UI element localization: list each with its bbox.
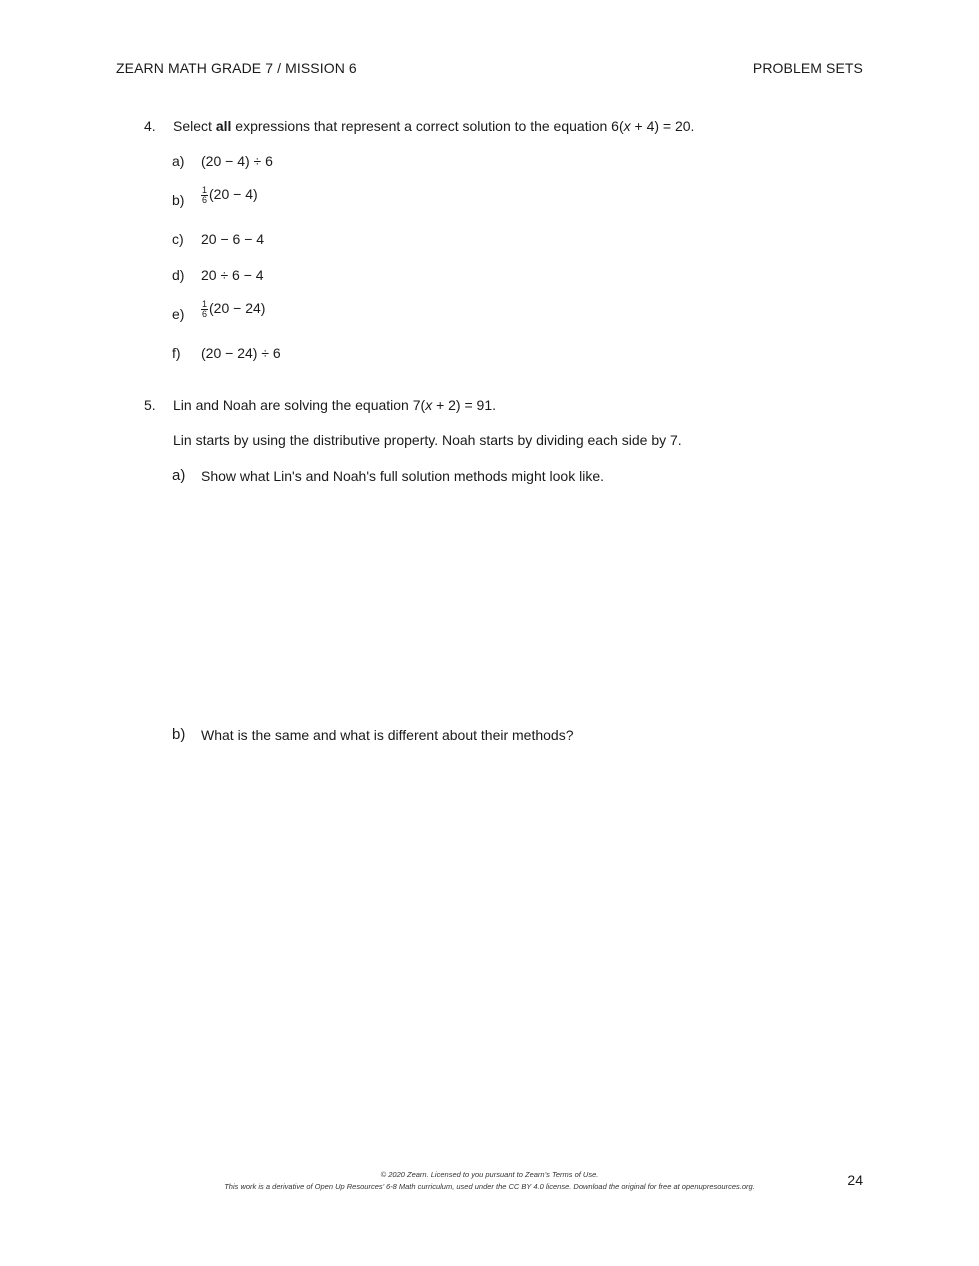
option-d-expression: 20 ÷ 6 − 4 bbox=[201, 267, 264, 283]
option-e-label: e) bbox=[172, 306, 185, 322]
option-c-label: c) bbox=[172, 231, 184, 247]
option-b-label: b) bbox=[172, 192, 185, 208]
option-e-expression: $\frac{1}{6}$ (20 − 24) bbox=[202, 299, 266, 319]
option-d-label: d) bbox=[172, 267, 185, 283]
option-c-expression: 20 − 6 − 4 bbox=[201, 231, 265, 247]
option-a-expression: (20 − 4) ÷ 6 bbox=[201, 153, 273, 169]
header-title: ZEARN MATH GRADE 7 / MISSION 6 bbox=[116, 60, 357, 76]
header-section: PROBLEM SETS bbox=[752, 60, 863, 76]
part-b-text: What is the same and what is different about their methods? bbox=[201, 727, 574, 743]
option-a-label: a) bbox=[172, 153, 185, 169]
footer-copyright: © 2020 Zearn. Licensed to you pursuant to Zearn’s Terms of Use. bbox=[380, 1170, 599, 1179]
fraction-one-sixth: $\frac{1}{6}$ bbox=[202, 299, 208, 319]
fraction-one-sixth: $\frac{1}{6}$ bbox=[202, 185, 208, 205]
page-number: 24 bbox=[847, 1172, 863, 1188]
option-b-expression: $\frac{1}{6}$ (20 − 4) bbox=[202, 185, 258, 205]
question-4-number: 4. bbox=[144, 118, 156, 134]
question-5-text: Lin and Noah are solving the equation 7(x + 2) = 91. bbox=[173, 397, 497, 413]
part-a-text: Show what Lin's and Noah's full solution methods might look like. bbox=[201, 468, 605, 484]
footer-license: This work is a derivative of Open Up Resources’ 6-8 Math curriculum, used under the CC BY 4.0 license. Download the original for free at openupresources.org. bbox=[224, 1182, 755, 1191]
option-f-expression: (20 − 24) ÷ 6 bbox=[201, 345, 281, 361]
option-f-label: f) bbox=[172, 345, 181, 361]
part-b-label: b) bbox=[172, 726, 186, 743]
question-5-intro: Lin starts by using the distributive property. Noah starts by dividing each side by 7. bbox=[173, 432, 682, 448]
question-5-number: 5. bbox=[144, 397, 156, 413]
question-4-text: Select all expressions that represent a correct solution to the equation 6(x + 4) = 20. bbox=[173, 118, 695, 134]
part-a-label: a) bbox=[172, 467, 186, 484]
